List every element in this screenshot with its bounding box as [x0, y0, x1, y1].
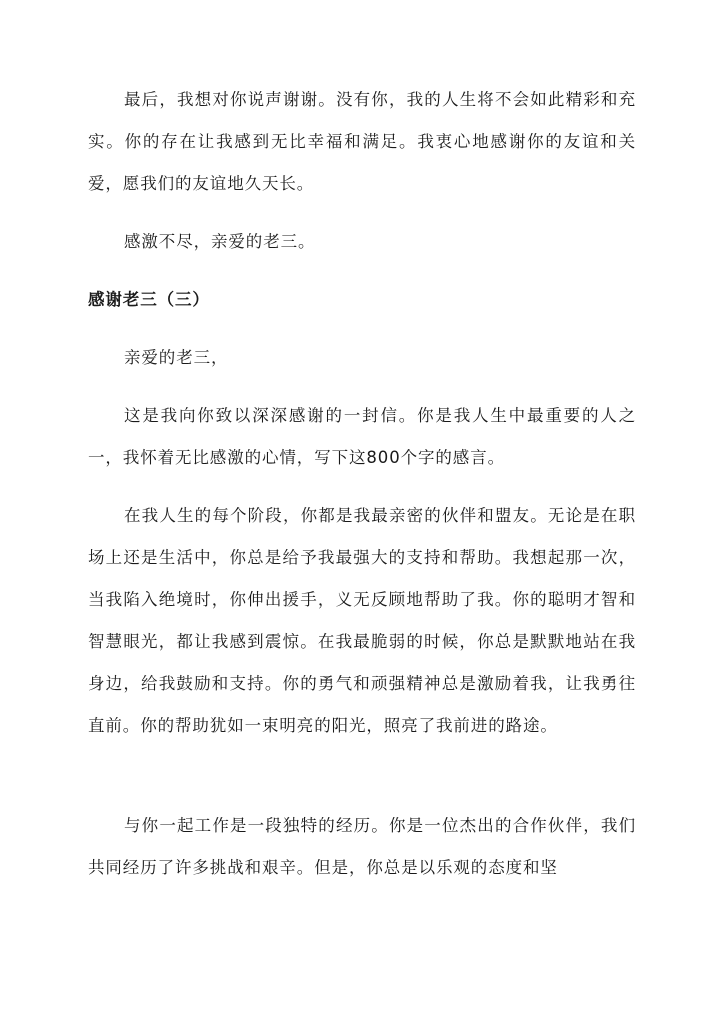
paragraph-work-together: 与你一起工作是一段独特的经历。你是一位杰出的合作伙伴，我们共同经历了许多挑战和艰辛。但是，你总是以乐观的态度和坚 — [88, 816, 636, 877]
paragraph-closing-thanks: 最后，我想对你说声谢谢。没有你，我的人生将不会如此精彩和充实。你的存在让我感到无比幸福和满足。我衷心地感谢你的友谊和关爱，愿我们的友谊地久天长。 — [88, 90, 636, 193]
paragraph-salutation: 亲爱的老三， — [124, 348, 229, 367]
paragraph-intro: 这是我向你致以深深感谢的一封信。你是我人生中最重要的人之一，我怀着无比感激的心情，写下这800个字的感言。 — [88, 406, 636, 467]
paragraph-support: 在我人生的每个阶段，你都是我最亲密的伙伴和盟友。无论是在职场上还是生活中，你总是给予我最强大的支持和帮助。我想起那一次，当我陷入绝境时，你伸出援手，义无反顾地帮助了我。你的聪明才智和智慧眼光，都让我感到震惊。在我最脆弱的时候，你总是默默地站在我身边，给我鼓励和支持。你的勇气和顽强精神总是激励着我，让我勇往直前。你的帮助犹如一束明亮的阳光，照亮了我前进的路途。 — [88, 506, 636, 735]
section-title: 感谢老三（三） — [88, 290, 210, 309]
paragraph-signoff: 感激不尽，亲爱的老三。 — [124, 232, 316, 251]
